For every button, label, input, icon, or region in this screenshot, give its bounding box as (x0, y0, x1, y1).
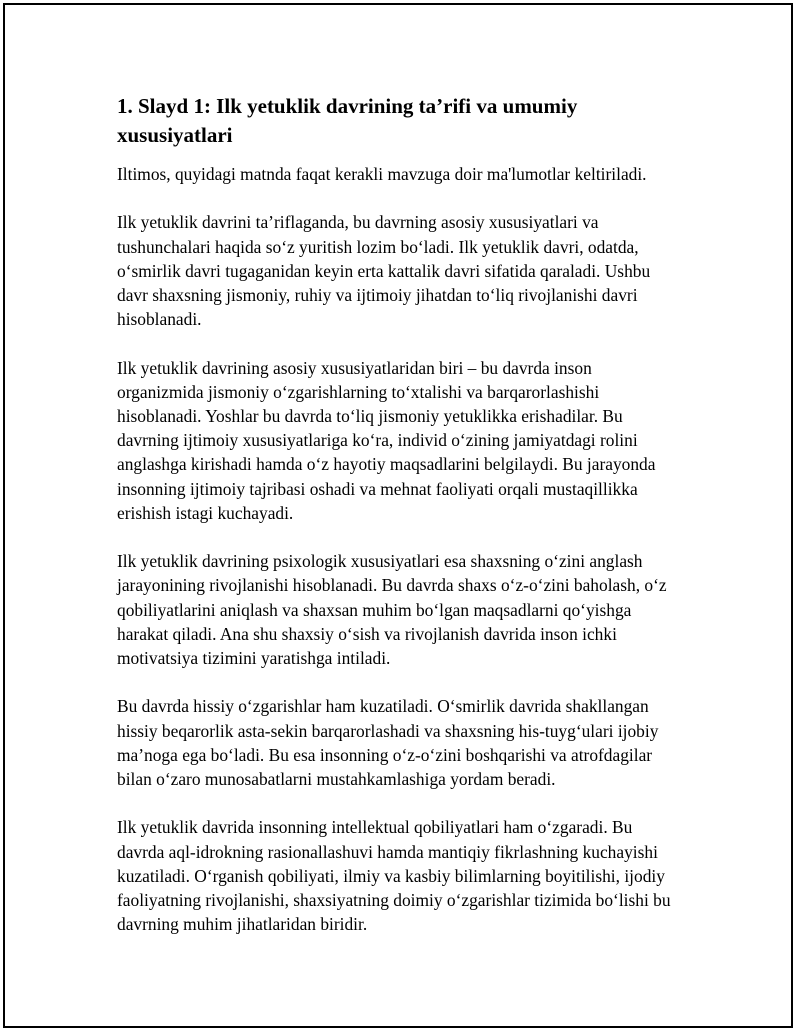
intellectual-paragraph: Ilk yetuklik davrida insonning intellektual qobiliyatlari ham o‘zgaradi. Bu davrda aql-idrokning rasionallashuvi hamda mantiqiy fikrlashning kuchayishi kuzatiladi. O‘rganish qobiliyati, ilmiy va kasbiy bilimlarning boyitilishi, ijodiy faoliyatning rivojlanishi, shaxsiyatning doimiy o‘zgarishlar tizimida bo‘lishi bu davrning muhim jihatlaridan biridir. (117, 817, 671, 935)
psychological-paragraph: Ilk yetuklik davrining psixologik xususiyatlari esa shaxsning o‘zini anglash jarayonining rivojlanishi hisoblanadi. Bu davrda shaxs o‘z-o‘zini baholash, o‘z qobiliyatlarini aniqlash va shaxsan muhim bo‘lgan maqsadlarni qo‘yishga harakat qiladi. Ana shu shaxsiy o‘sish va rivojlanish davrida inson ichki motivatsiya tizimini yaratishga intiladi. (117, 551, 667, 669)
document-body (117, 92, 677, 961)
intro-paragraph: Iltimos, quyidagi matnda faqat kerakli mavzuga doir ma'lumotlar keltiriladi. (117, 164, 647, 184)
slide-title: 1. Slayd 1: Ilk yetuklik davrining ta’rifi va umumiy xususiyatlari (117, 94, 578, 147)
physical-social-paragraph: Ilk yetuklik davrining asosiy xususiyatlaridan biri – bu davrda inson organizmida jismoniy o‘zgarishlarning to‘xtalishi va barqarorlashishi hisoblanadi. Yoshlar bu davrda to‘liq jismoniy yetuklikka erishadilar. Bu davrning ijtimoiy xususiyatlariga ko‘ra, individ o‘zining jamiyatdagi rolini anglashga kirishadi hamda o‘z hayotiy maqsadlarini belgilaydi. Bu jarayonda insonning ijtimoiy tajribasi oshadi va mehnat faoliyati orqali mustaqillikka erishish istagi kuchayadi. (117, 357, 656, 523)
definition-paragraph: Ilk yetuklik davrini ta’riflaganda, bu davrning asosiy xususiyatlari va tushunchalari haqida so‘z yuritish lozim bo‘ladi. Ilk yetuklik davri, odatda, o‘smirlik davri tugaganidan keyin erta kattalik davri sifatida qaraladi. Ushbu davr shaxsning jismoniy, ruhiy va ijtimoiy jihatdan to‘liq rivojlanishi davri hisoblanadi. (117, 212, 651, 330)
emotional-paragraph: Bu davrda hissiy o‘zgarishlar ham kuzatiladi. O‘smirlik davrida shakllangan hissiy beqarorlik asta-sekin barqarorlashadi va shaxsning his-tuyg‘ulari ijobiy ma’noga ega bo‘ladi. Bu esa insonning o‘z-o‘zini boshqarishi va atrofdagilar bilan o‘zaro munosabatlarni mustahkamlashiga yordam beradi. (117, 696, 659, 790)
